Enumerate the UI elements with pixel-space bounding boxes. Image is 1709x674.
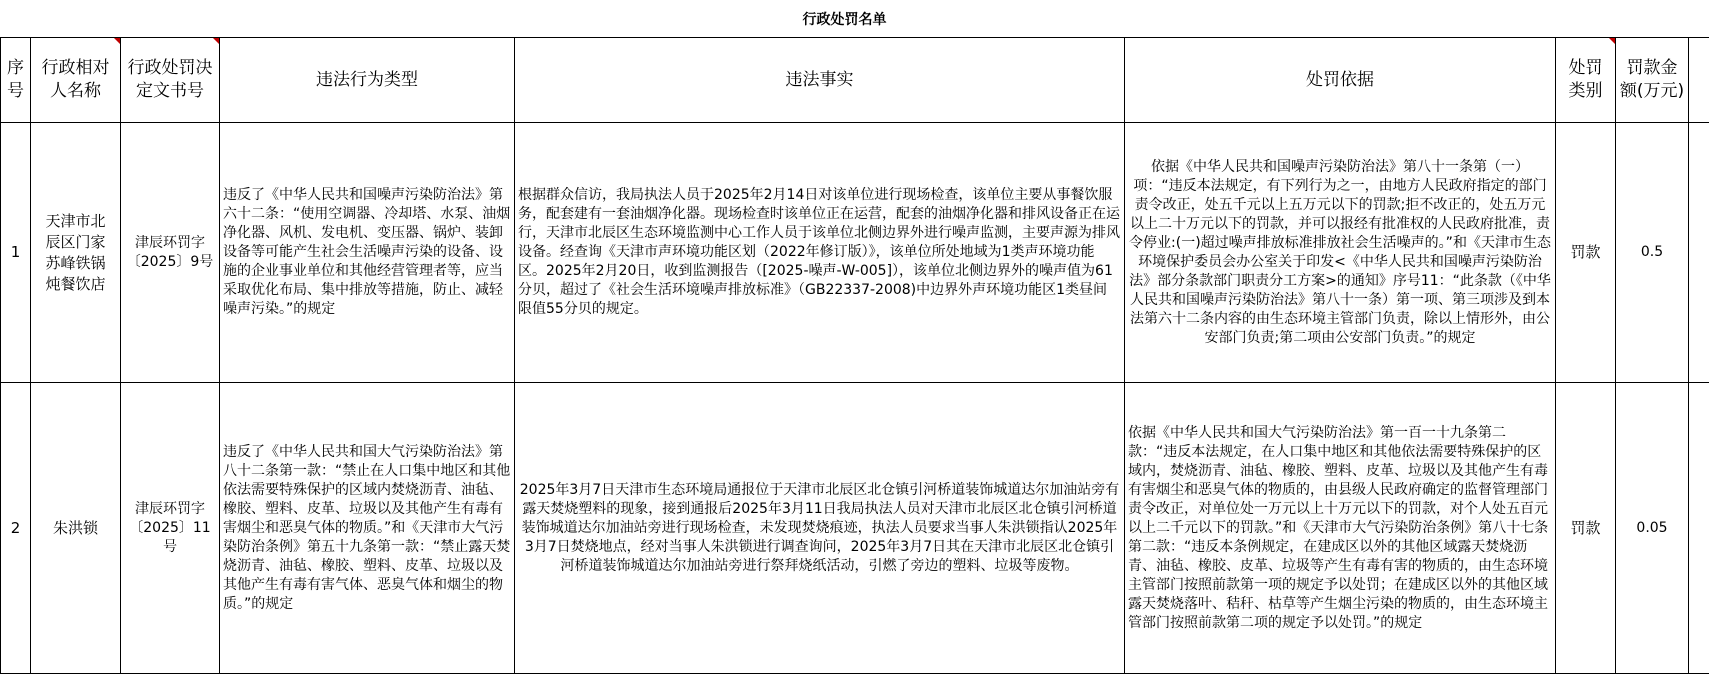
header-doc-no[interactable]: 行政处罚决 定文书号 — [121, 38, 220, 123]
empty-cell[interactable] — [1689, 383, 1709, 674]
empty-cell[interactable] — [1689, 123, 1709, 383]
header-party[interactable]: 行政相对 人名称 — [31, 38, 121, 123]
cell-doc-no[interactable]: 津辰环罚字 〔2025〕11 号 — [121, 383, 220, 674]
table-row — [1, 383, 1709, 674]
header-seq[interactable]: 序 号 — [1, 38, 31, 123]
cell-penalty-type[interactable]: 罚款 — [1556, 123, 1616, 383]
cell-violation-type[interactable]: 违反了《中华人民共和国噪声污染防治法》第六十二条：“使用空调器、冷却塔、水泵、油烟净化器、风机、发电机、变压器、锅炉、装卸设备等可能产生社会生活噪声污染的设备、设施的企业事业单位和其他经营管理者等，应当采取优化布局、集中排放等措施，防止、减轻噪声污染。”的规定 — [220, 123, 515, 383]
cell-facts[interactable]: 2025年3月7日天津市生态环境局通报位于天津市北辰区北仓镇引河桥道装饰城道达尔加油站旁有露天焚烧塑料的现象，接到通报后2025年3月11日我局执法人员对天津市北辰区北仓镇引河桥道装饰城道达尔加油站旁进行现场检查，未发现焚烧痕迹，执法人员要求当事人朱洪锁指认2025年3月7日焚烧地点，经对当事人朱洪锁进行调查询问，2025年3月7日其在天津市北辰区北仓镇引河桥道装饰城道达尔加油站旁进行祭拜烧纸活动，引燃了旁边的塑料、垃圾等废物。 — [515, 383, 1125, 674]
cell-amount[interactable]: 0.05 — [1616, 383, 1689, 674]
cell-basis[interactable]: 依据《中华人民共和国噪声污染防治法》第八十一条第（一）项：“违反本法规定，有下列行为之一，由地方人民政府指定的部门责令改正，处五千元以上五万元以下的罚款;拒不改正的，处五万元以上二十万元以下的罚款，并可以报经有批准权的人民政府批准，责令停业:(一)超过噪声排放标准排放社会生活噪声的。”和《天津市生态环境保护委员会办公室关于印发<《中华人民共和国噪声污染防治法》部分条款部门职责分工方案>的通知》序号11：“此条款（《中华人民共和国噪声污染防治法》第八十一条）第一项、第三项涉及到本法第六十二条内容的由生态环境主管部门负责，除以上情形外，由公安部门负责;第二项由公安部门负责。”的规定 — [1125, 123, 1556, 383]
cell-penalty-type[interactable]: 罚款 — [1556, 383, 1616, 674]
table-row — [1, 123, 1709, 383]
empty-cell[interactable] — [1689, 0, 1709, 38]
header-violation-type[interactable]: 违法行为类型 — [220, 38, 515, 123]
header-basis[interactable]: 处罚依据 — [1125, 38, 1556, 123]
cell-party[interactable]: 天津市北 辰区门家 苏峰铁锅 炖餐饮店 — [31, 123, 121, 383]
header-amount[interactable]: 罚款金 额(万元) — [1616, 38, 1689, 123]
cell-party[interactable]: 朱洪锁 — [31, 383, 121, 674]
header-penalty-type[interactable]: 处罚 类别 — [1556, 38, 1616, 123]
cell-seq[interactable]: 2 — [1, 383, 31, 674]
header-facts[interactable]: 违法事实 — [515, 38, 1125, 123]
cell-doc-no[interactable]: 津辰环罚字 〔2025〕9号 — [121, 123, 220, 383]
sheet-title[interactable]: 行政处罚名单 — [1, 0, 1689, 38]
empty-cell[interactable] — [1689, 38, 1709, 123]
cell-seq[interactable]: 1 — [1, 123, 31, 383]
cell-basis[interactable]: 依据《中华人民共和国大气污染防治法》第一百一十九条第二款：“违反本法规定，在人口集中地区和其他依法需要特殊保护的区域内，焚烧沥青、油毡、橡胶、塑料、皮革、垃圾以及其他产生有毒有害烟尘和恶臭气体的物质的，由县级人民政府确定的监督管理部门责令改正，对单位处一万元以上十万元以下的罚款，对个人处五百元以上二千元以下的罚款。”和《天津市大气污染防治条例》第八十七条第二款：“违反本条例规定，在建成区以外的其他区域露天焚烧沥青、油毡、橡胶、皮革、垃圾等产生有毒有害的物质的，由生态环境主管部门按照前款第一项的规定予以处罚；在建成区以外的其他区域露天焚烧落叶、秸秆、枯草等产生烟尘污染的物质的，由生态环境主管部门按照前款第二项的规定予以处罚。”的规定 — [1125, 383, 1556, 674]
cell-violation-type[interactable]: 违反了《中华人民共和国大气污染防治法》第八十二条第一款：“禁止在人口集中地区和其他依法需要特殊保护的区域内焚烧沥青、油毡、橡胶、塑料、皮革、垃圾以及其他产生有毒有害烟尘和恶臭气体的物质。”和《天津市大气污染防治条例》第五十九条第一款：“禁止露天焚烧沥青、油毡、橡胶、塑料、皮革、垃圾以及其他产生有毒有害气体、恶臭气体和烟尘的物质。”的规定 — [220, 383, 515, 674]
cell-facts[interactable]: 根据群众信访，我局执法人员于2025年2月14日对该单位进行现场检查，该单位主要从事餐饮服务，配套建有一套油烟净化器。现场检查时该单位正在运营，配套的油烟净化器和排风设备正在运行，天津市北辰区生态环境监测中心工作人员于该单位北侧边界外进行噪声监测，主要声源为排风设备。经查询《天津市声环境功能区划（2022年修订版）》，该单位所处地域为1类声环境功能区。2025年2月20日，收到监测报告（[2025-噪声-W-005]），该单位北侧边界外的噪声值为61分贝，超过了《社会生活环境噪声排放标准》（GB22337-2008)中边界外声环境功能区1类昼间限值55分贝的规定。 — [515, 123, 1125, 383]
cell-amount[interactable]: 0.5 — [1616, 123, 1689, 383]
